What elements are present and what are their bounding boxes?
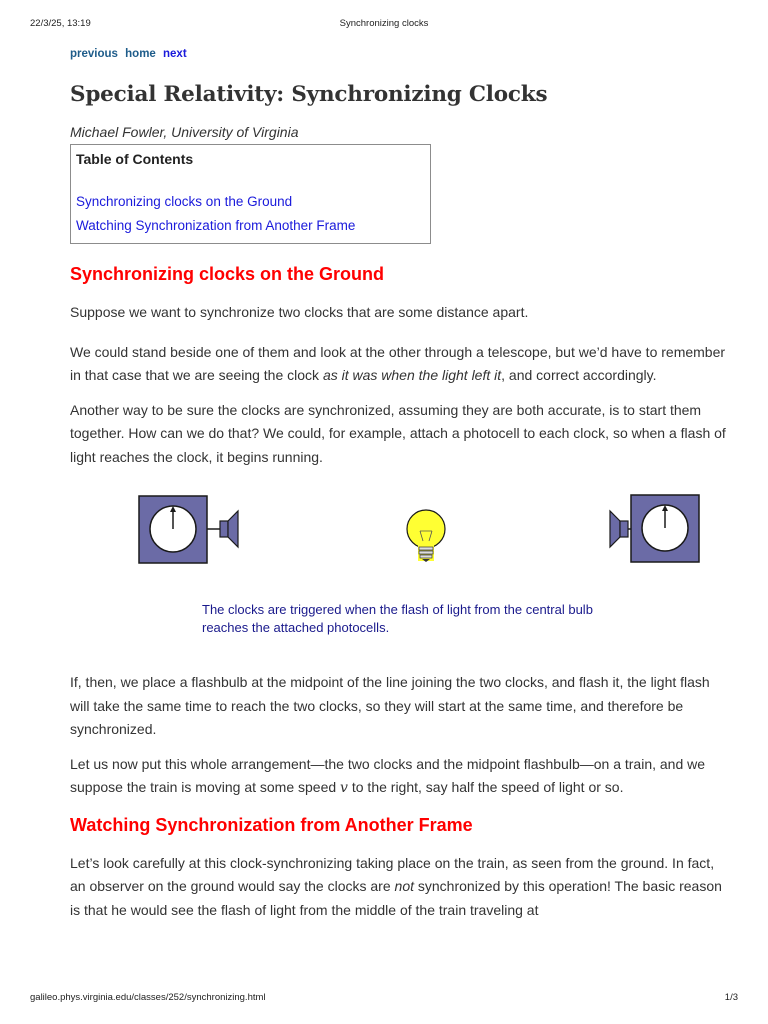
lightbulb-icon xyxy=(407,510,445,562)
table-of-contents xyxy=(70,144,431,244)
emphasis: not xyxy=(394,878,414,894)
right-photocell-icon xyxy=(610,511,631,547)
home-link[interactable]: home xyxy=(125,48,156,60)
paragraph: Suppose we want to synchronize two clocks that are some distance apart. xyxy=(70,304,529,320)
left-photocell-icon xyxy=(220,511,238,547)
author: Michael Fowler, University of Virginia xyxy=(70,124,299,140)
print-header xyxy=(30,18,738,32)
section-heading-ground: Synchronizing clocks on the Ground xyxy=(70,264,385,284)
paragraph: Let’s look carefully at this clock-synchronizing taking place on the train, as seen from the ground. In fact, an observer on the ground would say the clocks are not synchronized by this operation! The basic reason is that he would see the flash of light from the middle of the train traveling at xyxy=(70,854,722,918)
figure-caption: The clocks are triggered when the flash of light from the central bulb reaches the attached photocells. xyxy=(202,602,593,635)
nav-bar xyxy=(70,48,730,60)
next-link[interactable]: next xyxy=(163,48,187,60)
paragraph: Let us now put this whole arrangement—the two clocks and the midpoint flashbulb—on a train, and we suppose the train is moving at some speed v to the right, say half the speed of light or so. xyxy=(70,755,706,796)
print-url: galileo.phys.virginia.edu/classes/252/synchronizing.html xyxy=(30,992,266,1003)
clock-figure xyxy=(70,491,730,671)
toc-link-ground[interactable]: Synchronizing clocks on the Ground xyxy=(76,194,293,209)
left-clock-icon xyxy=(139,496,220,563)
paragraph: We could stand beside one of them and look at the other through a telescope, but we’d have to remember in that case that we are seeing the clock as it was when the light left it, and correct accordingly. xyxy=(70,343,726,383)
paragraph: If, then, we place a flashbulb at the midpoint of the line joining the two clocks, and flash it, the light flash will take the same time to reach the two clocks, so they will start at the same time, and therefore be synchronized. xyxy=(70,674,710,737)
page-number: 1/3 xyxy=(724,992,738,1003)
toc-link-another-frame[interactable]: Watching Synchronization from Another Frame xyxy=(76,218,356,233)
toc-title: Table of Contents xyxy=(76,151,194,167)
speed-variable: v xyxy=(340,780,348,796)
right-clock-icon xyxy=(631,495,699,562)
print-datetime: 22/3/25, 13:19 xyxy=(30,18,91,29)
clock-diagram xyxy=(70,491,730,591)
page-title: Special Relativity: Synchronizing Clocks xyxy=(70,82,548,107)
emphasis: as it was when the light left it xyxy=(322,367,502,383)
print-title: Synchronizing clocks xyxy=(339,18,429,29)
section-heading-another-frame: Watching Synchronization from Another Frame xyxy=(70,814,473,835)
print-footer xyxy=(30,992,738,1006)
paragraph: Another way to be sure the clocks are synchronized, assuming they are both accurate, is to start them together. How can we do that? We could, for example, attach a photocell to each clock, so when a flash of light reaches the clock, it begins running. xyxy=(70,401,726,465)
previous-link[interactable]: previous xyxy=(70,48,118,60)
page-content xyxy=(70,48,730,933)
